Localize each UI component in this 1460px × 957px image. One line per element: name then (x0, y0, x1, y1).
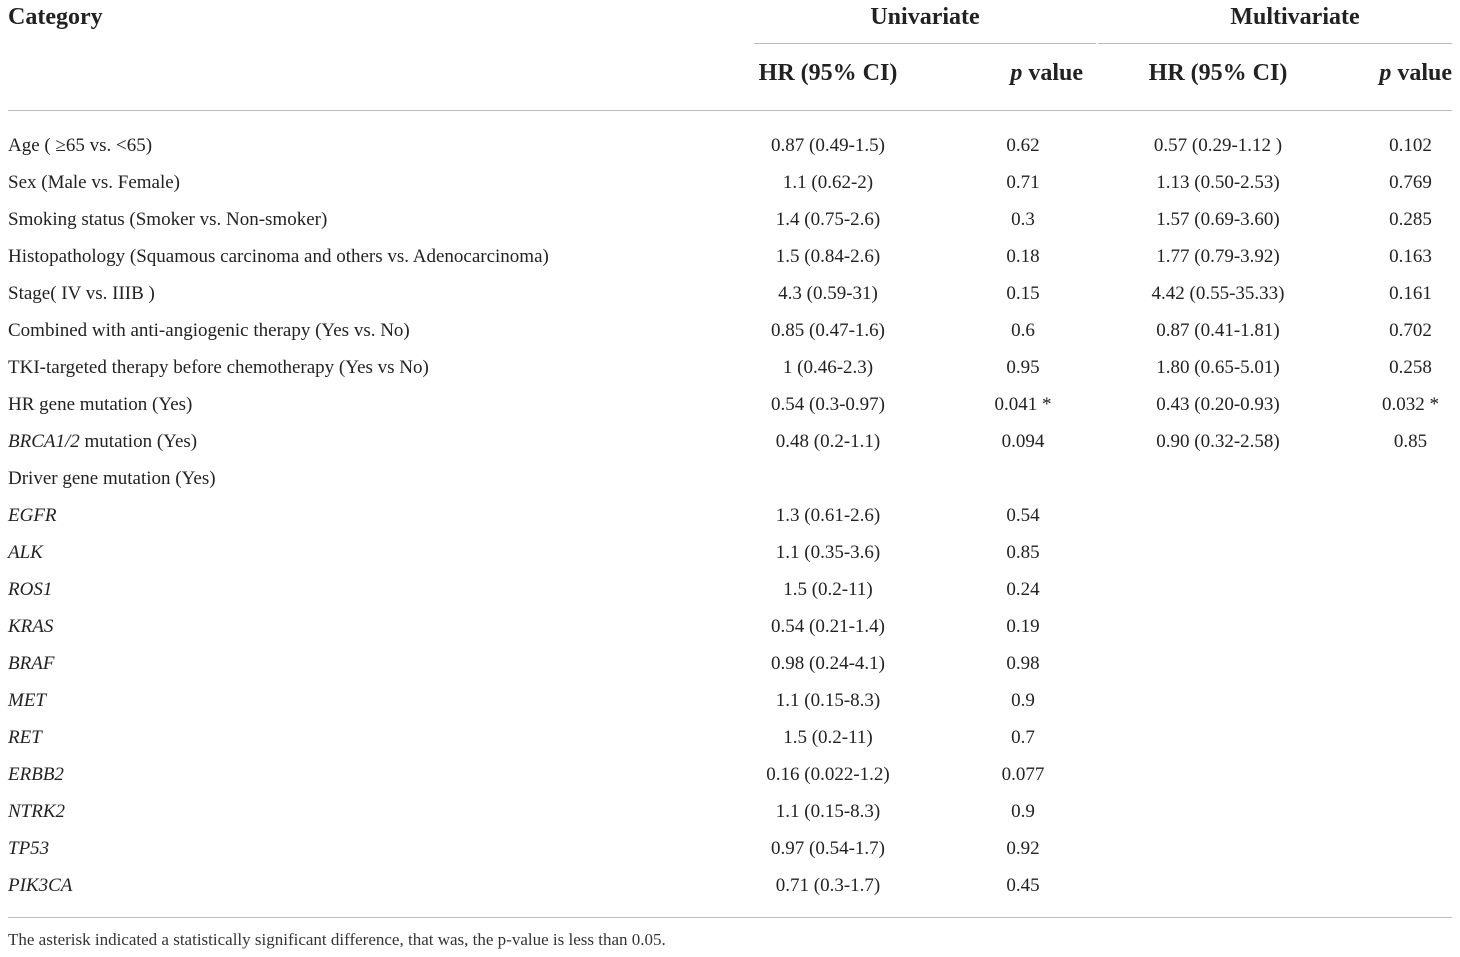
cell-univariate-hr: 4.3 (0.59-31) (778, 283, 878, 304)
table-row (8, 500, 1452, 537)
cell-univariate-p: 0.62 (1006, 135, 1040, 156)
cell-univariate-p: 0.95 (1006, 357, 1040, 378)
table-row (8, 870, 1452, 907)
cell-multivariate-p: 0.85 (1393, 431, 1428, 452)
table-row (8, 167, 1452, 204)
header-univariate: Univariate (870, 4, 980, 30)
header-uni-p (963, 60, 1083, 87)
cell-multivariate-hr: 0.90 (0.32-2.58) (1156, 431, 1280, 452)
cell-category: ERBB2 (8, 764, 64, 785)
table-row (8, 241, 1452, 278)
cell-univariate-p: 0.54 (1006, 505, 1040, 526)
header-category: Category (8, 4, 103, 30)
table-row (8, 426, 1452, 463)
cell-category: Smoking status (Smoker vs. Non-smoker) (8, 209, 328, 230)
cell-univariate-p: 0.15 (1006, 283, 1040, 304)
table-row (8, 611, 1452, 648)
cell-univariate-p: 0.3 (1011, 209, 1035, 230)
cell-multivariate-hr: 1.77 (0.79-3.92) (1156, 246, 1280, 267)
header-multivariate: Multivariate (1230, 4, 1360, 30)
cell-category: BRAF (8, 653, 55, 674)
cell-multivariate-p: 0.702 (1389, 320, 1432, 341)
header-multi-hr: HR (95% CI) (1148, 60, 1288, 86)
table-row (8, 130, 1452, 167)
table-row (8, 389, 1452, 426)
cell-univariate-p: 0.077 (1001, 764, 1045, 785)
cell-multivariate-p: 0.032 * (1382, 394, 1439, 415)
cell-univariate-hr: 1.5 (0.84-2.6) (775, 246, 881, 267)
cell-univariate-hr: 0.16 (0.022-1.2) (766, 764, 890, 785)
cell-category: Stage( IV vs. IIIB ) (8, 283, 155, 304)
table-row (8, 722, 1452, 759)
cell-univariate-hr: 1.4 (0.75-2.6) (775, 209, 881, 230)
table-row (8, 685, 1452, 722)
table-row (8, 759, 1452, 796)
table-row (8, 537, 1452, 574)
header-row-columns (8, 44, 1452, 110)
cell-multivariate-p: 0.163 (1389, 246, 1432, 267)
cell-category: HR gene mutation (Yes) (8, 394, 193, 415)
table-row (8, 833, 1452, 870)
cell-univariate-hr: 1 (0.46-2.3) (782, 357, 874, 378)
cell-univariate-hr: 0.54 (0.21-1.4) (771, 616, 885, 637)
table-row (8, 796, 1452, 833)
cell-univariate-hr: 0.85 (0.47-1.6) (771, 320, 885, 341)
cell-multivariate-hr: 1.13 (0.50-2.53) (1156, 172, 1280, 193)
cell-univariate-p: 0.9 (1011, 801, 1035, 822)
cell-univariate-hr: 0.98 (0.24-4.1) (771, 653, 885, 674)
table-row (8, 278, 1452, 315)
cell-univariate-p: 0.85 (1006, 542, 1040, 563)
category-gene: BRCA1/2 (8, 431, 80, 452)
cell-category: KRAS (8, 616, 54, 637)
cell-univariate-p: 0.7 (1011, 727, 1035, 748)
cell-univariate-hr: 1.1 (0.15-8.3) (775, 690, 881, 711)
cell-univariate-hr: 1.1 (0.62-2) (782, 172, 874, 193)
cell-univariate-p: 0.19 (1006, 616, 1040, 637)
cell-univariate-p: 0.18 (1006, 246, 1040, 267)
cell-univariate-hr: 0.71 (0.3-1.7) (775, 875, 881, 896)
cell-univariate-p: 0.92 (1006, 838, 1040, 859)
cell-category: ALK (8, 542, 43, 563)
cell-category: Driver gene mutation (Yes) (8, 468, 216, 489)
table-row (8, 204, 1452, 241)
cell-multivariate-p: 0.161 (1389, 283, 1432, 304)
footnote: The asterisk indicated a statistically significant difference, that was, the p-value is less than 0.05. (8, 930, 666, 949)
cell-univariate-p: 0.98 (1006, 653, 1040, 674)
header-row-groups (8, 0, 1452, 44)
cell-category: NTRK2 (8, 801, 66, 822)
table-body (8, 111, 1452, 907)
cell-category: TKI-targeted therapy before chemotherapy (Yes vs No) (8, 357, 429, 378)
cell-multivariate-hr: 0.43 (0.20-0.93) (1156, 394, 1280, 415)
cell-univariate-hr: 0.54 (0.3-0.97) (771, 394, 885, 415)
header-multi-p (1333, 60, 1452, 87)
p-value-word: value (1022, 60, 1083, 86)
cell-multivariate-p: 0.769 (1389, 172, 1432, 193)
cell-univariate-hr: 1.3 (0.61-2.6) (775, 505, 881, 526)
cell-multivariate-p: 0.258 (1389, 357, 1432, 378)
cell-univariate-hr: 1.1 (0.15-8.3) (775, 801, 881, 822)
cell-category: Combined with anti-angiogenic therapy (Yes vs. No) (8, 320, 410, 341)
cell-univariate-p: 0.094 (1001, 431, 1045, 452)
cell-multivariate-hr: 4.42 (0.55-35.33) (1151, 283, 1285, 304)
cell-univariate-p: 0.71 (1006, 172, 1040, 193)
category-suffix: mutation (Yes) (79, 431, 198, 452)
cell-univariate-hr: 1.1 (0.35-3.6) (775, 542, 881, 563)
cell-category: Histopathology (Squamous carcinoma and others vs. Adenocarcinoma) (8, 246, 549, 267)
table-row (8, 352, 1452, 389)
cell-multivariate-hr: 1.57 (0.69-3.60) (1156, 209, 1280, 230)
cell-multivariate-p: 0.285 (1389, 209, 1432, 230)
table-row (8, 574, 1452, 611)
footer-rule (8, 917, 1452, 918)
cell-category: PIK3CA (8, 875, 73, 896)
cell-category: Sex (Male vs. Female) (8, 172, 181, 193)
cell-univariate-p: 0.45 (1006, 875, 1040, 896)
cell-category: Age ( ≥65 vs. <65) (8, 135, 153, 156)
table-row (8, 315, 1452, 352)
cell-univariate-hr: 1.5 (0.2-11) (783, 727, 873, 748)
header-uni-hr: HR (95% CI) (758, 60, 898, 86)
p-value-word: value (1391, 60, 1452, 86)
cell-univariate-p: 0.6 (1011, 320, 1035, 341)
cell-category: RET (8, 727, 42, 748)
table-row (8, 463, 1452, 500)
cell-multivariate-hr: 1.80 (0.65-5.01) (1156, 357, 1280, 378)
table-row (8, 648, 1452, 685)
cell-category: ROS1 (8, 579, 53, 600)
cell-univariate-p: 0.24 (1006, 579, 1040, 600)
p-letter: p (1379, 60, 1392, 86)
cell-multivariate-hr: 0.57 (0.29-1.12 ) (1153, 135, 1283, 156)
results-table (8, 0, 1452, 950)
cell-multivariate-p: 0.102 (1389, 135, 1432, 156)
cell-category (8, 431, 197, 453)
cell-univariate-hr: 1.5 (0.2-11) (783, 579, 873, 600)
cell-multivariate-hr: 0.87 (0.41-1.81) (1156, 320, 1280, 341)
cell-univariate-p: 0.9 (1011, 690, 1035, 711)
cell-univariate-hr: 0.48 (0.2-1.1) (775, 431, 881, 452)
cell-univariate-p: 0.041 * (994, 394, 1052, 415)
cell-category: EGFR (8, 505, 57, 526)
cell-univariate-hr: 0.87 (0.49-1.5) (771, 135, 885, 156)
cell-univariate-hr: 0.97 (0.54-1.7) (771, 838, 885, 859)
cell-category: MET (8, 690, 46, 711)
cell-category: TP53 (8, 838, 50, 859)
p-letter: p (1010, 60, 1023, 86)
